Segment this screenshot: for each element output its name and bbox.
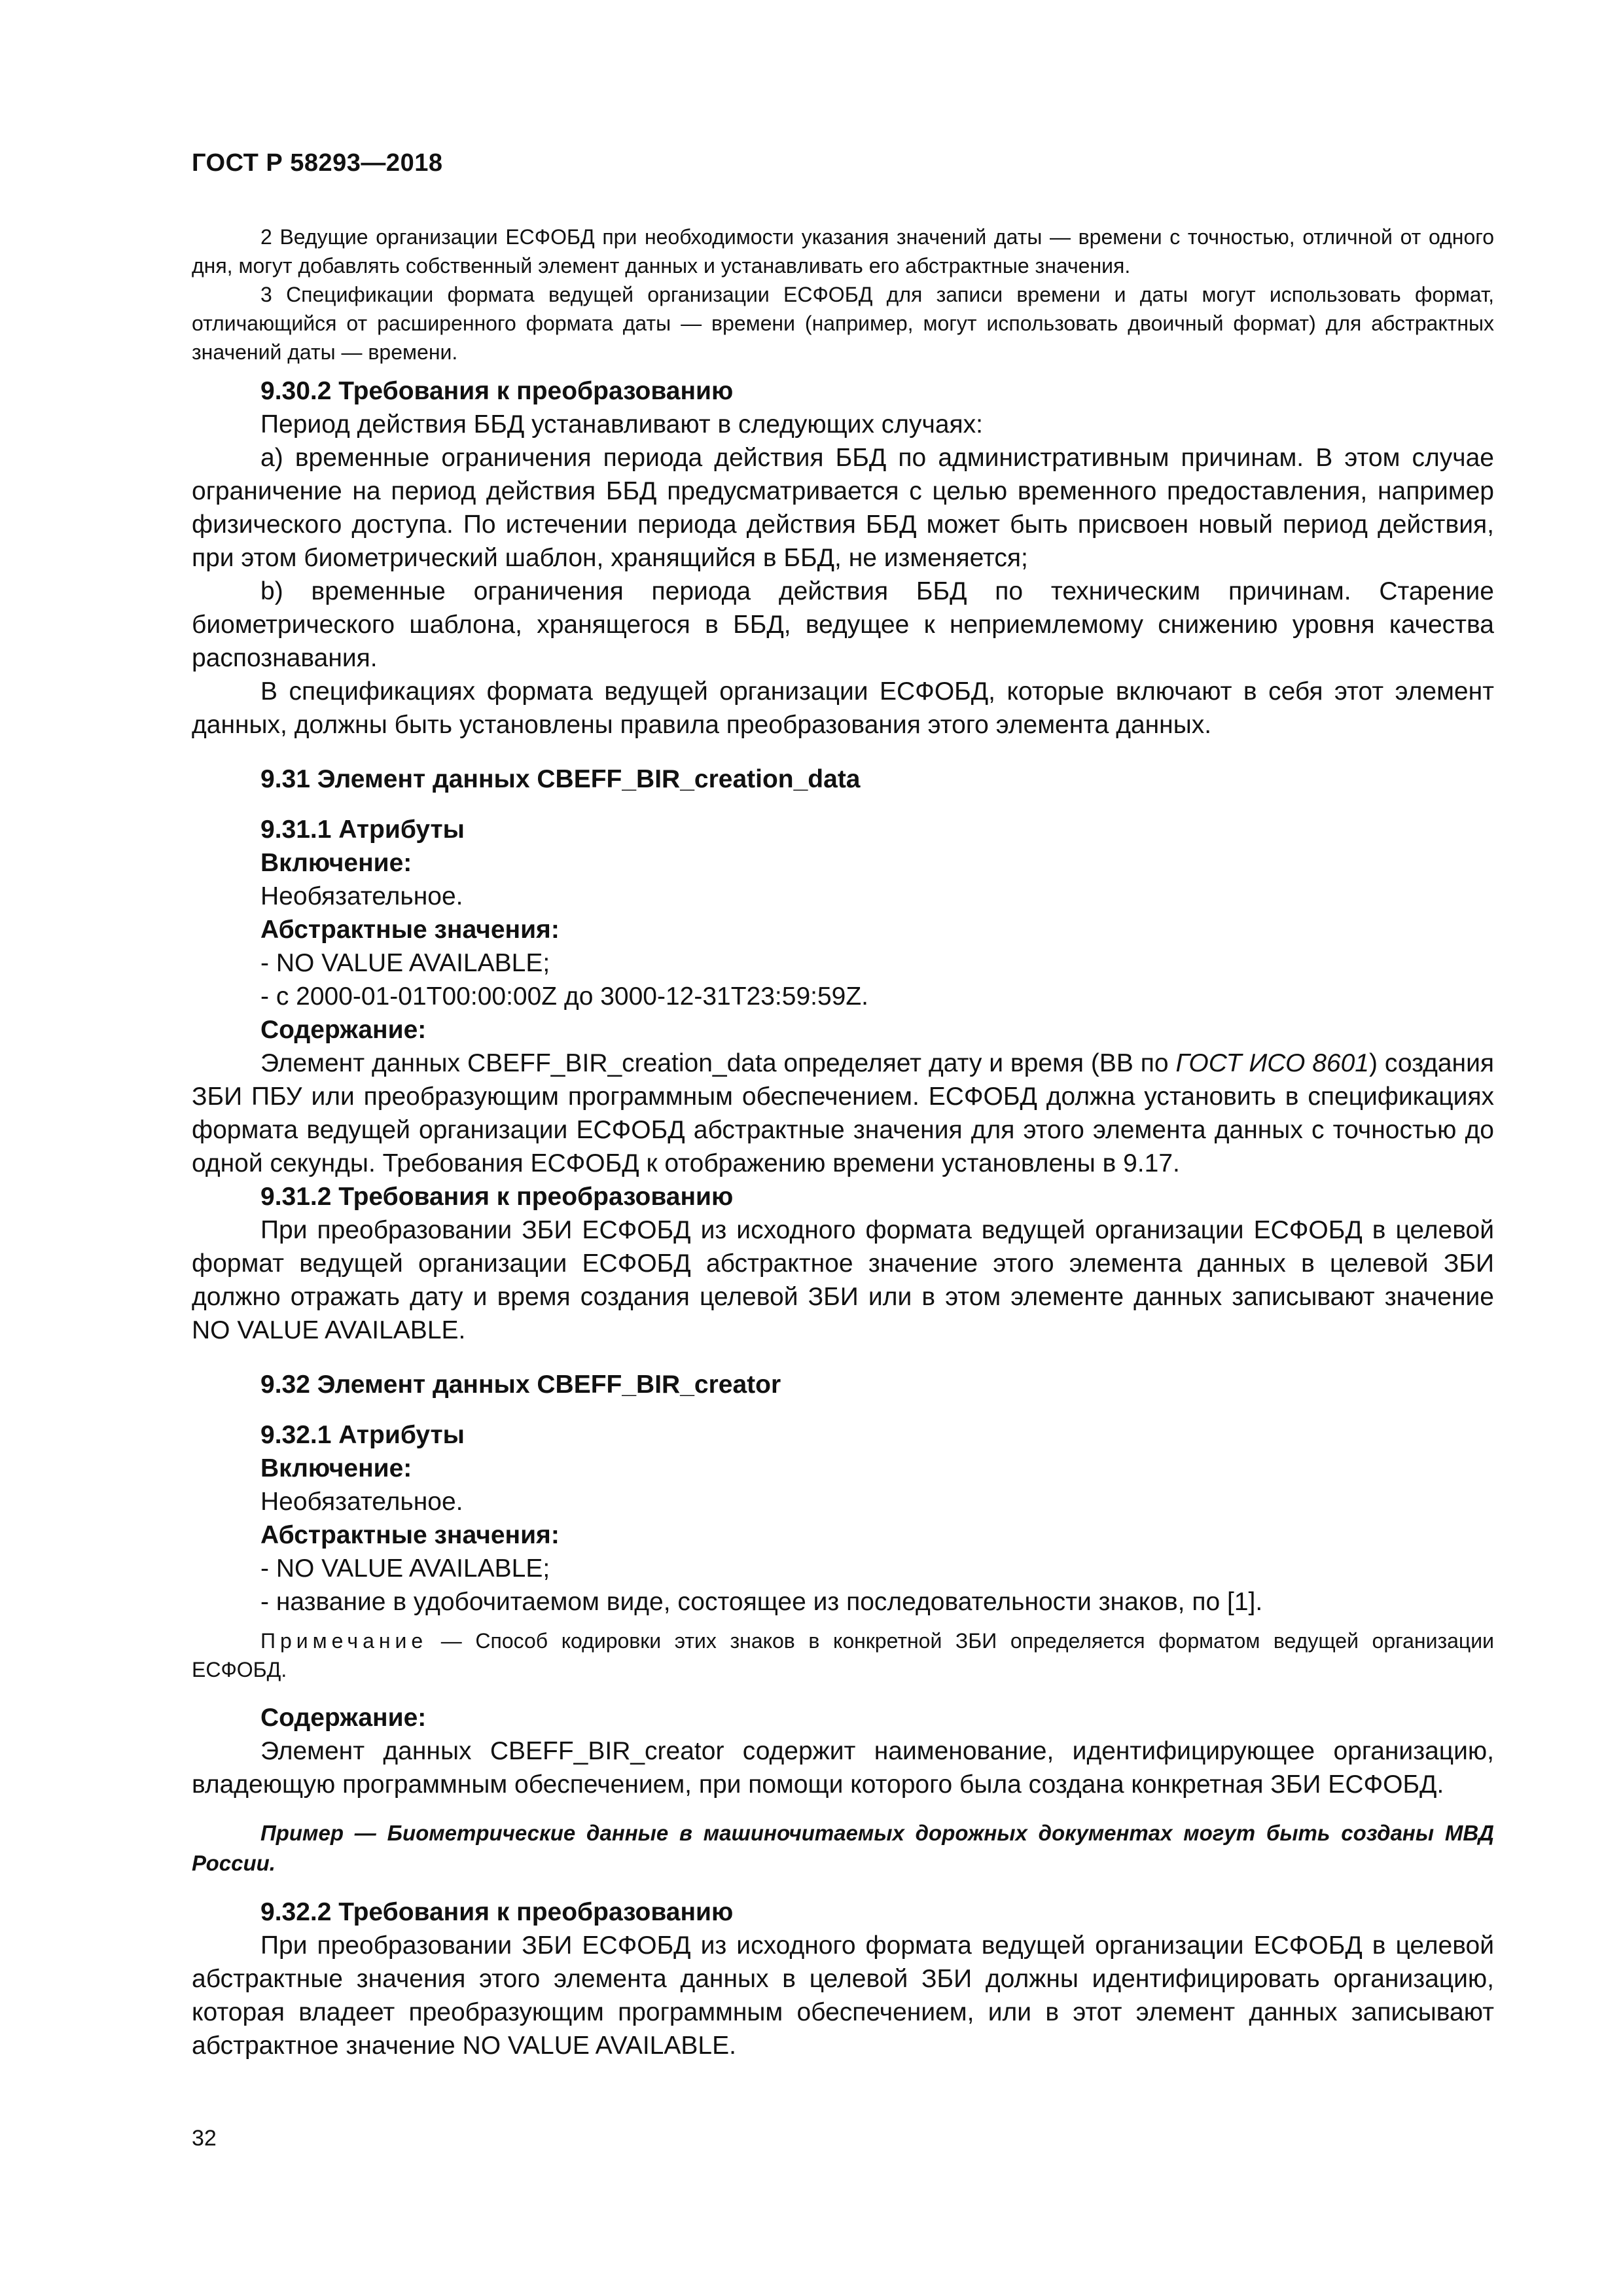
standard-reference: ГОСТ ИСО 8601 [1175,1049,1369,1077]
paragraph: При преобразовании ЗБИ ЕСФОБД из исходного формата ведущей организации ЕСФОБД в целевой абстрактные значения этого элемента данных в целевой ЗБИ должны идентифицировать организацию, которая владеет преобразующим программным обеспечением, или в этот элемент данных записывают абстрактное значение NO VALUE AVAILABLE. [192,1931,1494,2060]
abstract-value-item: - название в удобочитаемом виде, состоящее из последовательности знаков, по [1]. [260,1588,1263,1616]
abstract-value-item: - NO VALUE AVAILABLE; [260,1554,550,1583]
paragraph: Период действия ББД устанавливают в следующих случаях: [260,410,984,439]
list-item-b: b) временные ограничения периода действия ББД по техническим причинам. Старение биометрического шаблона, хранящегося в ББД, ведущее к неприемлемому снижению уровня качества распознавания. [192,577,1494,672]
content-text: ) создания ЗБИ ПБУ или преобразующим программным обеспечением. ЕСФОБД должна установить в спецификациях формата ведущей организации ЕСФОБД абстрактные значения для этого элемента данных с точностью до одной секунды. Требования ЕСФОБД к отображению времени установлены в 9.17. [192,1049,1494,1177]
paragraph: При преобразовании ЗБИ ЕСФОБД из исходного формата ведущей организации ЕСФОБД в целевой формат ведущей организации ЕСФОБД абстрактное значение этого элемента данных в целевой ЗБИ должно отражать дату и время создания целевой ЗБИ или в этом элементе данных записывают значение NO VALUE AVAILABLE. [192,1216,1494,1344]
heading-9-30-2: 9.30.2 Требования к преобразованию [260,377,734,405]
abstract-values-label: Абстрактные значения: [260,1521,560,1549]
heading-9-32: 9.32 Элемент данных CBEFF_BIR_creator [260,1371,781,1399]
content-paragraph: Элемент данных CBEFF_BIR_creator содержит наименование, идентифицирующее организацию, владеющую программным обеспечением, при помощи которого была создана конкретная ЗБИ ЕСФОБД. [192,1737,1494,1799]
content-paragraph [192,1047,1494,1180]
example: Пример — Биометрические данные в машиночитаемых дорожных документах могут быть созданы МВД России. [192,1821,1494,1875]
paragraph: В спецификациях формата ведущей организации ЕСФОБД, которые включают в себя этот элемент данных, должны быть установлены правила преобразования этого элемента данных. [192,677,1494,739]
abstract-value-item: - с 2000-01-01T00:00:00Z до 3000-12-31T23:59:59Z. [260,982,869,1011]
content-label: Содержание: [260,1704,427,1732]
inclusion-label: Включение: [260,1454,412,1482]
note-text: — Способ кодировки этих знаков в конкретной ЗБИ определяется форматом ведущей организации ЕСФОБД. [192,1629,1494,1681]
inclusion-label: Включение: [260,849,412,877]
heading-9-31: 9.31 Элемент данных CBEFF_BIR_creation_data [260,765,861,793]
heading-9-31-1: 9.31.1 Атрибуты [260,816,465,844]
abstract-value-item: - NO VALUE AVAILABLE; [260,949,550,977]
abstract-values-label: Абстрактные значения: [260,916,560,944]
content-label: Содержание: [260,1016,427,1044]
note-label: Примечание [260,1629,428,1653]
heading-9-32-2: 9.32.2 Требования к преобразованию [260,1898,734,1926]
inclusion-value: Необязательное. [260,1488,463,1516]
heading-9-32-1: 9.32.1 Атрибуты [260,1421,465,1449]
note [192,1626,1494,1684]
inclusion-value: Необязательное. [260,882,463,910]
content-text: Элемент данных CBEFF_BIR_creation_data определяет дату и время (ВВ по [260,1049,1176,1077]
page-content [192,223,1494,2062]
list-item-a: а) временные ограничения периода действия ББД по административным причинам. В этом случае ограничение на период действия ББД предусматривается с целью временного предоставления, например физического доступа. По истечении периода действия ББД может быть присвоен новый период действия, при этом биометрический шаблон, хранящийся в ББД, не изменяется; [192,444,1494,572]
note-2: 2 Ведущие организации ЕСФОБД при необходимости указания значений даты — времени с точностью, отличной от одного дня, могут добавлять собственный элемент данных и устанавливать его абстрактные значения. [192,225,1494,278]
document-header: ГОСТ Р 58293—2018 [192,149,443,177]
note-3: 3 Спецификации формата ведущей организации ЕСФОБД для записи времени и даты могут использовать формат, отличающийся от расширенного формата даты — времени (например, могут использовать двоичный формат) для абстрактных значений даты — времени. [192,283,1494,364]
heading-9-31-2: 9.31.2 Требования к преобразованию [260,1183,734,1211]
page-number: 32 [192,2126,217,2151]
